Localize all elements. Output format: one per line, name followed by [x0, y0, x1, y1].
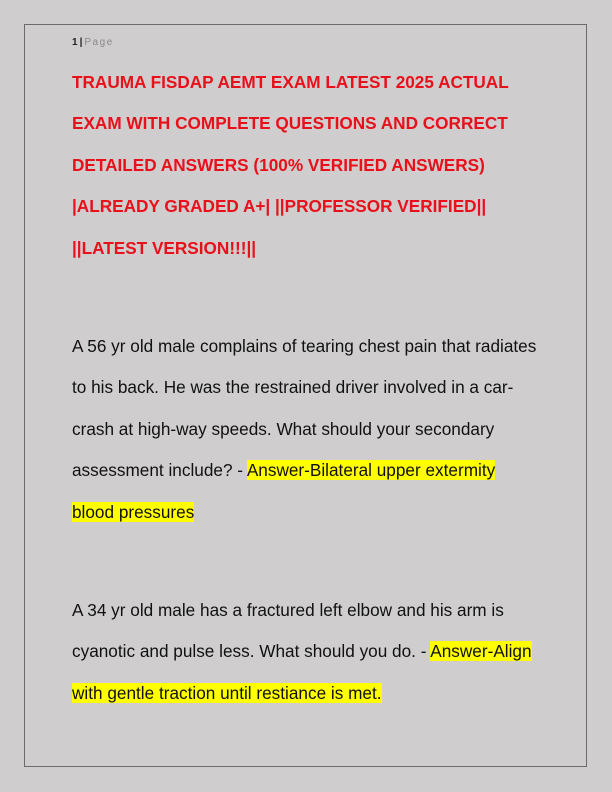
document-title: TRAUMA FISDAP AEMT EXAM LATEST 2025 ACTUAL EXAM WITH COMPLETE QUESTIONS AND CORRECT DETAILED ANSWERS (100% VERIFIED ANSWERS) |ALREADY GRADED A+| ||PROFESSOR VERIFIED|| ||LATEST VERSION!!!||: [72, 72, 509, 258]
page-number: 1: [72, 37, 78, 48]
question-block: [72, 590, 542, 714]
question-text: A 56 yr old male complains of tearing chest pain that radiates to his back. He was the restrained driver involved in a car-crash at high-way speeds. What should your secondary assessment include? -: [72, 336, 537, 481]
answer-text: Answer-Bilateral upper extermity blood pressures: [72, 460, 496, 522]
answer-text: Answer-Align with gentle traction until restiance is met.: [72, 641, 532, 703]
question-block: [72, 326, 542, 533]
page-separator: |: [79, 37, 83, 48]
page-label: Page: [84, 37, 114, 48]
question-text: A 34 yr old male has a fractured left elbow and his arm is cyanotic and pulse less. What should you do. -: [72, 600, 504, 662]
page-number-header: [72, 37, 114, 48]
